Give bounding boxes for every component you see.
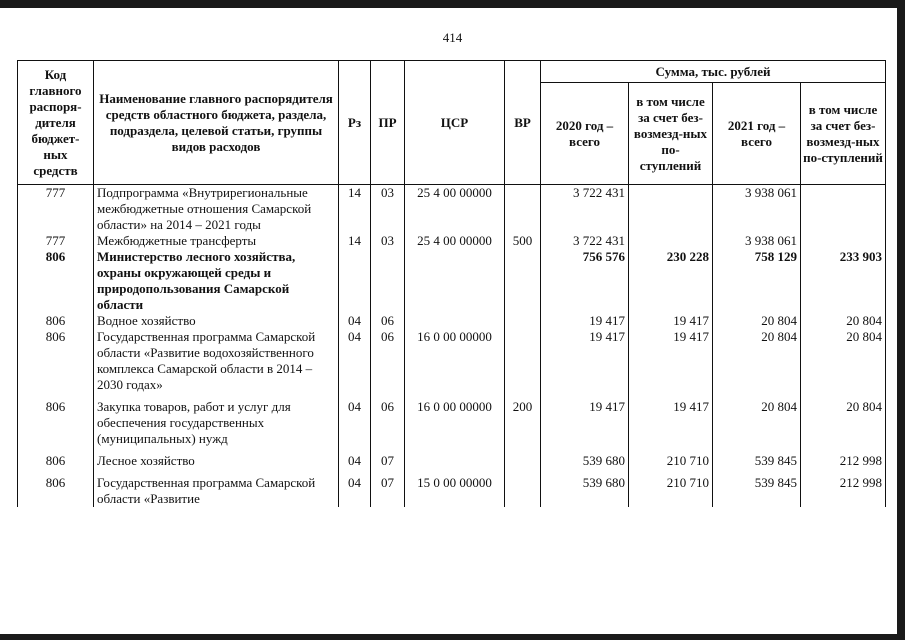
cell-code: 806 <box>18 329 94 393</box>
cell-2021-total: 539 845 <box>713 469 801 507</box>
cell-csr: 16 0 00 00000 <box>405 329 505 393</box>
cell-rz: 04 <box>339 393 371 447</box>
cell-rz: 14 <box>339 233 371 249</box>
cell-name: Водное хозяйство <box>94 313 339 329</box>
header-sum-group: Сумма, тыс. рублей <box>541 61 886 83</box>
cell-2020-total: 19 417 <box>541 393 629 447</box>
table-row <box>18 329 886 393</box>
cell-2021-gratuitous <box>801 185 886 234</box>
cell-2020-total: 19 417 <box>541 329 629 393</box>
cell-pr <box>371 249 405 313</box>
cell-csr <box>405 249 505 313</box>
cell-2021-total: 20 804 <box>713 313 801 329</box>
cell-2020-total: 539 680 <box>541 469 629 507</box>
cell-pr: 07 <box>371 447 405 469</box>
cell-2021-gratuitous <box>801 233 886 249</box>
header-csr: ЦСР <box>405 61 505 185</box>
cell-2020-gratuitous: 19 417 <box>629 393 713 447</box>
cell-2020-gratuitous <box>629 233 713 249</box>
cell-2021-gratuitous: 20 804 <box>801 393 886 447</box>
cell-vr: 200 <box>505 393 541 447</box>
cell-pr: 03 <box>371 185 405 234</box>
cell-2021-gratuitous: 20 804 <box>801 313 886 329</box>
cell-2021-gratuitous: 212 998 <box>801 469 886 507</box>
cell-vr <box>505 249 541 313</box>
table-row <box>18 313 886 329</box>
scan-top-edge <box>0 0 905 8</box>
cell-vr <box>505 329 541 393</box>
cell-csr: 15 0 00 00000 <box>405 469 505 507</box>
header-rz: Рз <box>339 61 371 185</box>
table-row <box>18 393 886 447</box>
cell-2020-gratuitous <box>629 185 713 234</box>
cell-2021-total: 539 845 <box>713 447 801 469</box>
cell-2021-total: 3 938 061 <box>713 233 801 249</box>
cell-name: Государственная программа Самарской области «Развитие <box>94 469 339 507</box>
cell-2020-gratuitous: 19 417 <box>629 313 713 329</box>
cell-rz: 04 <box>339 313 371 329</box>
header-2021-total: 2021 год – всего <box>713 83 801 185</box>
cell-code: 806 <box>18 393 94 447</box>
cell-rz <box>339 249 371 313</box>
header-2020-gratuitous: в том числе за счет без-возмезд-ных по-ступлений <box>629 83 713 185</box>
cell-name: Подпрограмма «Внутрирегиональные межбюджетные отношения Самарской области» на 2014 – 2021 годы <box>94 185 339 234</box>
cell-pr: 03 <box>371 233 405 249</box>
cell-2021-total: 758 129 <box>713 249 801 313</box>
scan-right-edge <box>897 0 905 640</box>
cell-name: Закупка товаров, работ и услуг для обеспечения государственных (муниципальных) нужд <box>94 393 339 447</box>
cell-csr: 16 0 00 00000 <box>405 393 505 447</box>
header-vr: ВР <box>505 61 541 185</box>
table-row <box>18 447 886 469</box>
cell-rz: 04 <box>339 329 371 393</box>
budget-table <box>17 60 886 507</box>
cell-2020-total: 539 680 <box>541 447 629 469</box>
header-2021-gratuitous: в том числе за счет без-возмезд-ных по-ступлений <box>801 83 886 185</box>
cell-pr: 06 <box>371 313 405 329</box>
header-code: Код главного распоря-дителя бюджет-ных средств <box>18 61 94 185</box>
cell-name: Министерство лесного хозяйства, охраны окружающей среды и природопользования Самарской области <box>94 249 339 313</box>
cell-name: Государственная программа Самарской области «Развитие водохозяйственного комплекса Самарской области в 2014 – 2030 годах» <box>94 329 339 393</box>
cell-code: 806 <box>18 447 94 469</box>
page-number: 414 <box>442 30 463 45</box>
cell-2021-gratuitous: 20 804 <box>801 329 886 393</box>
cell-pr: 06 <box>371 393 405 447</box>
cell-2020-gratuitous: 230 228 <box>629 249 713 313</box>
cell-vr <box>505 447 541 469</box>
cell-2020-total: 19 417 <box>541 313 629 329</box>
cell-rz: 14 <box>339 185 371 234</box>
cell-code: 806 <box>18 313 94 329</box>
cell-pr: 06 <box>371 329 405 393</box>
cell-code: 806 <box>18 469 94 507</box>
cell-2020-gratuitous: 210 710 <box>629 447 713 469</box>
cell-csr <box>405 313 505 329</box>
table-row <box>18 469 886 507</box>
cell-rz: 04 <box>339 469 371 507</box>
cell-2021-total: 20 804 <box>713 393 801 447</box>
scan-bottom-edge <box>0 634 905 640</box>
cell-code: 806 <box>18 249 94 313</box>
header-2020-total: 2020 год – всего <box>541 83 629 185</box>
cell-csr: 25 4 00 00000 <box>405 185 505 234</box>
cell-code: 777 <box>18 233 94 249</box>
cell-2020-gratuitous: 19 417 <box>629 329 713 393</box>
cell-csr: 25 4 00 00000 <box>405 233 505 249</box>
cell-2020-total: 3 722 431 <box>541 233 629 249</box>
cell-2021-total: 3 938 061 <box>713 185 801 234</box>
cell-code: 777 <box>18 185 94 234</box>
cell-name: Межбюджетные трансферты <box>94 233 339 249</box>
cell-2021-gratuitous: 233 903 <box>801 249 886 313</box>
table-row <box>18 185 886 234</box>
cell-2021-gratuitous: 212 998 <box>801 447 886 469</box>
cell-rz: 04 <box>339 447 371 469</box>
cell-2020-total: 756 576 <box>541 249 629 313</box>
header-name: Наименование главного распорядителя средств областного бюджета, раздела, подраздела, целевой статьи, группы видов расходов <box>94 61 339 185</box>
cell-name: Лесное хозяйство <box>94 447 339 469</box>
cell-vr <box>505 469 541 507</box>
cell-vr <box>505 185 541 234</box>
cell-vr <box>505 313 541 329</box>
cell-2020-gratuitous: 210 710 <box>629 469 713 507</box>
cell-pr: 07 <box>371 469 405 507</box>
cell-2020-total: 3 722 431 <box>541 185 629 234</box>
cell-csr <box>405 447 505 469</box>
header-pr: ПР <box>371 61 405 185</box>
table-row <box>18 249 886 313</box>
cell-2021-total: 20 804 <box>713 329 801 393</box>
cell-vr: 500 <box>505 233 541 249</box>
table-row <box>18 233 886 249</box>
